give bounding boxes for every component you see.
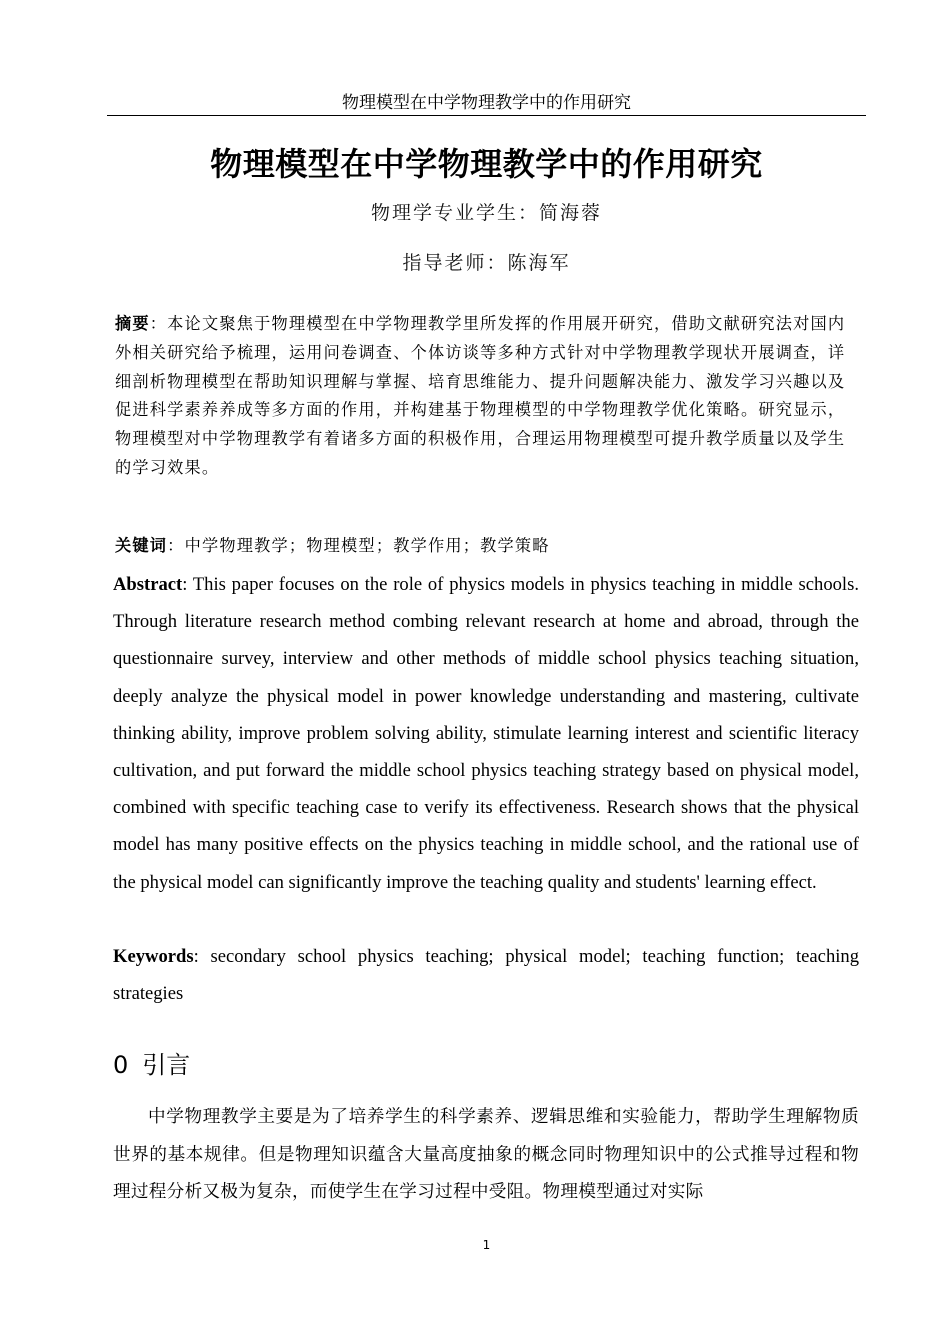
english-abstract-separator: : bbox=[182, 574, 193, 595]
english-keywords-text: secondary school physics teaching; physical model; teaching function; teaching strategies bbox=[113, 946, 859, 1005]
english-abstract-text: This paper focuses on the role of physics models in physics teaching in middle schools. Through literature research method combing relevant research at home and abroad, through the questionnaire survey, interview and other methods of middle school physics teaching situation, deeply analyze the physical model in power knowledge understanding and mastering, cultivate thinking ability, improve problem solving ability, stimulate learning interest and scientific literacy cultivation, and put forward the middle school physics teaching strategy based on physical model, combined with specific teaching case to verify its effectiveness. Research shows that the physical model has many positive effects on the physics teaching in middle school, and the rational use of the physical model can significantly improve the teaching quality and students' learning effect. bbox=[113, 574, 859, 893]
english-keywords-separator: : bbox=[193, 946, 211, 967]
chinese-abstract-text: 本论文聚焦于物理模型在中学物理教学里所发挥的作用展开研究，借助文献研究法对国内外相关研究给予梳理，运用问卷调查、个体访谈等多种方式针对中学物理教学现状开展调查，详细剖析物理模型在帮助知识理解与掌握、培育思维能力、提升问题解决能力、激发学习兴趣以及促进科学素养养成等多方面的作用，并构建基于物理模型的中学物理教学优化策略。研究显示，物理模型对中学物理教学有着诸多方面的积极作用，合理运用物理模型可提升教学质量以及学生的学习效果。 bbox=[115, 314, 846, 477]
chinese-abstract-label: 摘要 bbox=[115, 314, 150, 333]
advisor-line: 指导老师：陈海军 bbox=[402, 252, 571, 274]
chinese-abstract-separator: ： bbox=[149, 314, 168, 333]
author-line: 物理学专业学生：简海蓉 bbox=[370, 202, 602, 224]
english-abstract-label: Abstract bbox=[113, 574, 183, 595]
section-heading-introduction bbox=[113, 1048, 190, 1082]
chinese-keywords bbox=[115, 532, 859, 560]
intro-paragraph: 中学物理教学主要是为了培养学生的科学素养、逻辑思维和实验能力，帮助学生理解物质世界的基本规律。但是物理知识蕴含大量高度抽象的概念同时物理知识中的公式推导过程和物理过程分析又极为复杂，而使学生在学习过程中受阻。物理模型通过对实际 bbox=[113, 1107, 859, 1203]
chinese-keywords-text: 中学物理教学；物理模型；教学作用；教学策略 bbox=[184, 536, 550, 555]
paper-title: 物理模型在中学物理教学中的作用研究 bbox=[210, 145, 763, 183]
chinese-keywords-separator: ： bbox=[167, 536, 185, 555]
chinese-keywords-label: 关键词 bbox=[115, 536, 168, 555]
chinese-abstract bbox=[115, 310, 859, 483]
header-rule bbox=[107, 115, 866, 116]
english-keywords-label: Keywords bbox=[113, 946, 194, 967]
english-abstract bbox=[113, 566, 859, 901]
running-header: 物理模型在中学物理教学中的作用研究 bbox=[342, 93, 631, 113]
section-number: 0 bbox=[113, 1051, 129, 1079]
section-title: 引言 bbox=[142, 1051, 191, 1079]
english-keywords bbox=[113, 938, 859, 1012]
page-number: 1 bbox=[482, 1238, 491, 1252]
